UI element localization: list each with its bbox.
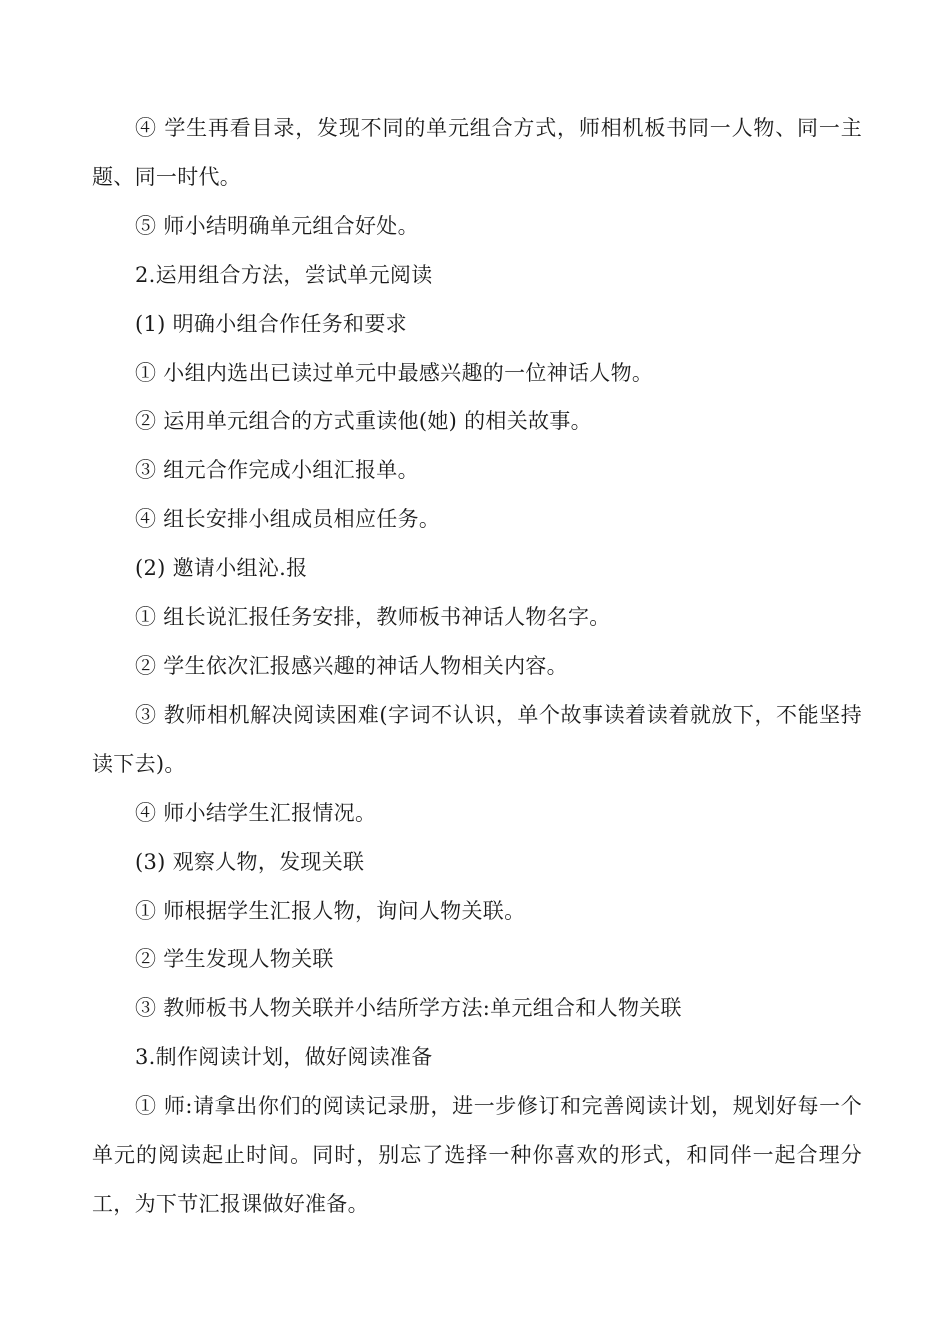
paragraph: ④ 学生再看目录，发现不同的单元组合方式，师相机板书同一人物、同一主题、同一时代。 <box>92 116 862 189</box>
subsection-heading: (1) 明确小组合作任务和要求 <box>135 311 407 336</box>
paragraph: ① 师根据学生汇报人物，询问人物关联。 <box>135 898 526 923</box>
paragraph: ③ 教师板书人物关联并小结所学方法:单元组合和人物关联 <box>135 996 682 1021</box>
subsection-heading: (2) 邀请小组沁.报 <box>135 556 308 581</box>
paragraph: ③ 教师相机解决阅读困难(字词不认识，单个故事读着读着就放下，不能坚持读下去)。 <box>92 702 862 776</box>
paragraph: ① 组长说汇报任务安排，教师板书神话人物名字。 <box>135 605 611 630</box>
paragraph: ④ 师小结学生汇报情况。 <box>135 800 377 825</box>
paragraph: ③ 组元合作完成小组汇报单。 <box>135 458 419 483</box>
paragraph: ① 小组内选出已读过单元中最感兴趣的一位神话人物。 <box>135 360 654 385</box>
paragraph: ② 运用单元组合的方式重读他(她) 的相关故事。 <box>135 409 592 434</box>
paragraph: ② 学生依次汇报感兴趣的神话人物相关内容。 <box>135 653 568 678</box>
subsection-heading: (3) 观察人物，发现关联 <box>135 849 365 874</box>
paragraph: ② 学生发现人物关联 <box>135 947 334 972</box>
paragraph: ① 师:请拿出你们的阅读记录册，进一步修订和完善阅读计划，规划好每一个单元的阅读起止时间。同时，别忘了选择一种你喜欢的形式，和同伴一起合理分工，为下节汇报课做好准备。 <box>92 1094 862 1216</box>
document-body <box>92 104 862 1229</box>
paragraph: ④ 组长安排小组成员相应任务。 <box>135 507 441 532</box>
paragraph: ⑤ 师小结明确单元组合好处。 <box>135 213 419 238</box>
section-heading: 2.运用组合方法，尝试单元阅读 <box>135 262 433 287</box>
section-heading: 3.制作阅读计划，做好阅读准备 <box>135 1045 433 1070</box>
